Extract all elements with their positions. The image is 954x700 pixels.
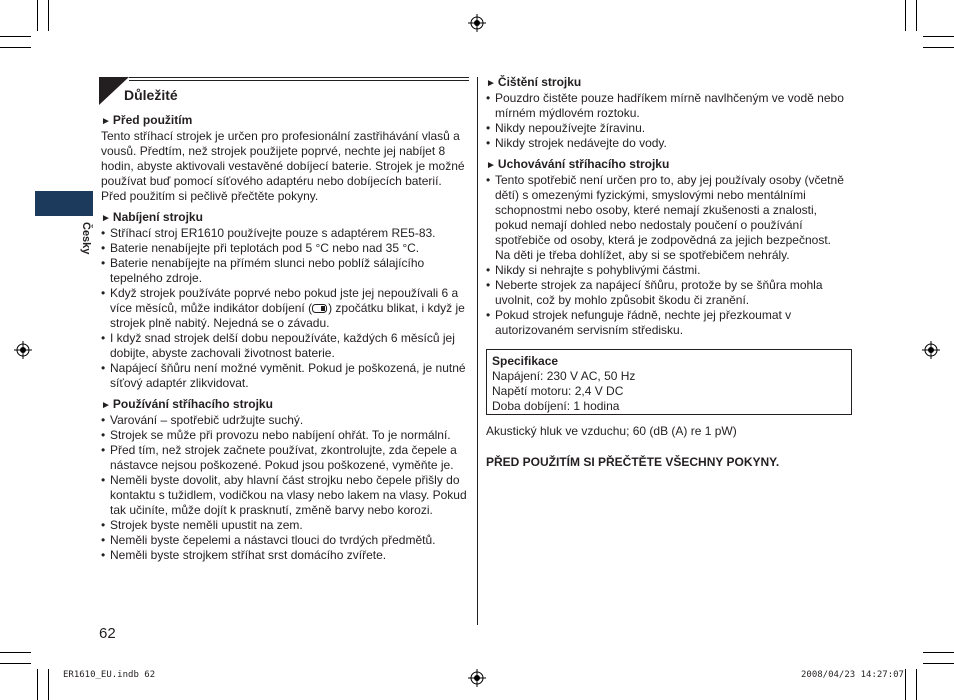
noise-level-text: Akustický hluk ve vzduchu; 60 (dB (A) re 1 pW): [486, 424, 737, 438]
list-item: • Neberte strojek za napájecí šňůru, protože by se šňůra mohla uvolnit, což by mohlo způsobit škodu či zranění.: [486, 278, 848, 308]
crop-mark: [916, 0, 917, 31]
section-title: Důležité: [124, 87, 178, 103]
heading-charging: ► Nabíjení strojku: [101, 210, 203, 224]
language-tab-label: Česky: [80, 222, 92, 255]
before-use-text: Tento stříhací strojek je určen pro profesionální zastřihávání vlasů a vousů. Předtím, než strojek použijete poprvé, nechte jej nabíjet 8 hodin, abyste aktivovali vestavěné dobíjecí baterie. Strojek je možné používat buď pomocí síťového adaptéru nebo dobíjecích baterií. Před použitím si pečlivě přečtěte pokyny.: [101, 129, 465, 203]
list-item: • Pokud strojek nefunguje řádně, nechte jej přezkoumat v autorizovaném servisním středisku.: [486, 308, 848, 338]
list-item: • Stříhací stroj ER1610 používejte pouze s adaptérem RE5-83.: [101, 226, 469, 241]
list-item: • Baterie nenabíjejte při teplotách pod 5 °C nebo nad 35 °C.: [101, 241, 469, 256]
crop-mark: [923, 36, 954, 37]
crop-mark: [905, 669, 906, 700]
registration-mark-icon: [922, 341, 940, 359]
list-item: • Strojek byste neměli upustit na zem.: [101, 518, 469, 533]
heading-cleaning: ► Čištění strojku: [486, 75, 582, 89]
crop-mark: [923, 663, 954, 664]
right-column: [486, 75, 848, 338]
list-item: • Nikdy si nehrajte s pohyblivými částmi.: [486, 263, 848, 278]
crop-mark: [37, 669, 38, 700]
charge-indicator-icon: [312, 304, 328, 313]
list-item: • Před tím, než strojek začnete používat, zkontrolujte, zda čepele a nástavce nejsou poškozené. Pokud jsou poškozené, vyměňte je.: [101, 443, 469, 473]
list-item: • Pouzdro čistěte pouze hadříkem mírně navlhčeným ve vodě nebo mírném mýdlovém roztoku.: [486, 91, 848, 121]
heading-using: ► Používání stříhacího strojku: [101, 397, 273, 411]
specifications-box: [486, 349, 852, 415]
list-item: • Neměli byste dovolit, aby hlavní část strojku nebo čepele přišly do kontaktu s tužidlem, vodičkou na vlasy nebo lakem na vlasy. Pokud tak učiníte, může dojít k prasknutí, změně barvy nebo korozi.: [101, 473, 469, 518]
heading-storage: ► Uchovávání stříhacího strojku: [486, 157, 670, 171]
left-column: [101, 113, 469, 563]
heading-before-use: ► Před použitím: [101, 113, 193, 127]
spec-line: Napájení: 230 V AC, 50 Hz: [492, 369, 636, 383]
footer-file: ER1610_EU.indb 62: [63, 670, 156, 680]
crop-mark: [0, 652, 31, 653]
list-item: • Neměli byste čepelemi a nástavci tlouci do tvrdých předmětů.: [101, 533, 469, 548]
spec-line: Doba dobíjení: 1 hodina: [492, 399, 620, 413]
list-item: • Baterie nenabíjejte na přímém slunci nebo poblíž sálajícího tepelného zdroje.: [101, 256, 469, 286]
list-item: • Nikdy strojek nedávejte do vody.: [486, 136, 848, 151]
crop-mark: [923, 652, 954, 653]
crop-mark: [37, 0, 38, 31]
crop-mark: [0, 47, 31, 48]
footer-datetime: 2008/04/23 14:27:07: [801, 670, 904, 680]
crop-mark: [0, 663, 31, 664]
list-item: • Když strojek používáte poprvé nebo pokud jste jej nepoužívali 6 a více měsíců, může indikátor dobíjení ( ) zpočátku blikat, i když je strojek plně nabitý. Nejedná se o závadu.: [101, 286, 469, 331]
list-item: • I když snad strojek delší dobu nepoužíváte, každých 6 měsíců jej dobijte, abyste zachovali životnost baterie.: [101, 331, 469, 361]
spec-line: Napětí motoru: 2,4 V DC: [492, 384, 624, 398]
registration-mark-icon: [468, 14, 486, 32]
list-item: • Nikdy nepoužívejte žíravinu.: [486, 121, 848, 136]
crop-mark: [923, 47, 954, 48]
list-item: • Napájecí šňůru není možné vyměnit. Pokud je poškozená, je nutné síťový adaptér zlikvidovat.: [101, 361, 469, 391]
registration-mark-icon: [14, 341, 32, 359]
specifications-title: Specifikace: [492, 354, 559, 368]
crop-mark: [48, 669, 49, 700]
page-number: 62: [99, 625, 116, 642]
list-item: • Varování – spotřebič udržujte suchý.: [101, 413, 469, 428]
crop-mark: [0, 36, 31, 37]
crop-mark: [916, 669, 917, 700]
registration-mark-icon: [468, 669, 486, 687]
crop-mark: [48, 0, 49, 31]
column-divider: [477, 77, 478, 625]
language-tab-marker: [35, 191, 93, 216]
list-item: • Neměli byste strojkem stříhat srst domácího zvířete.: [101, 548, 469, 563]
crop-mark: [905, 0, 906, 31]
final-warning: PŘED POUŽITÍM SI PŘEČTĚTE VŠECHNY POKYNY.: [486, 455, 780, 469]
list-item: • Strojek se může při provozu nebo nabíjení ohřát. To je normální.: [101, 428, 469, 443]
list-item: • Tento spotřebič není určen pro to, aby jej používaly osoby (včetně dětí) s omezenými fyzickými, smyslovými nebo mentálními schopnostmi nebo osoby, které nemají zkušenosti a znalosti, pokud nemají dohled nebo nedostaly poučení o používání spotřebiče od osoby, která je zodpovědná za jejich bezpečnost. Na děti je třeba dohlížet, aby si se spotřebičem nehrály.: [486, 173, 848, 263]
